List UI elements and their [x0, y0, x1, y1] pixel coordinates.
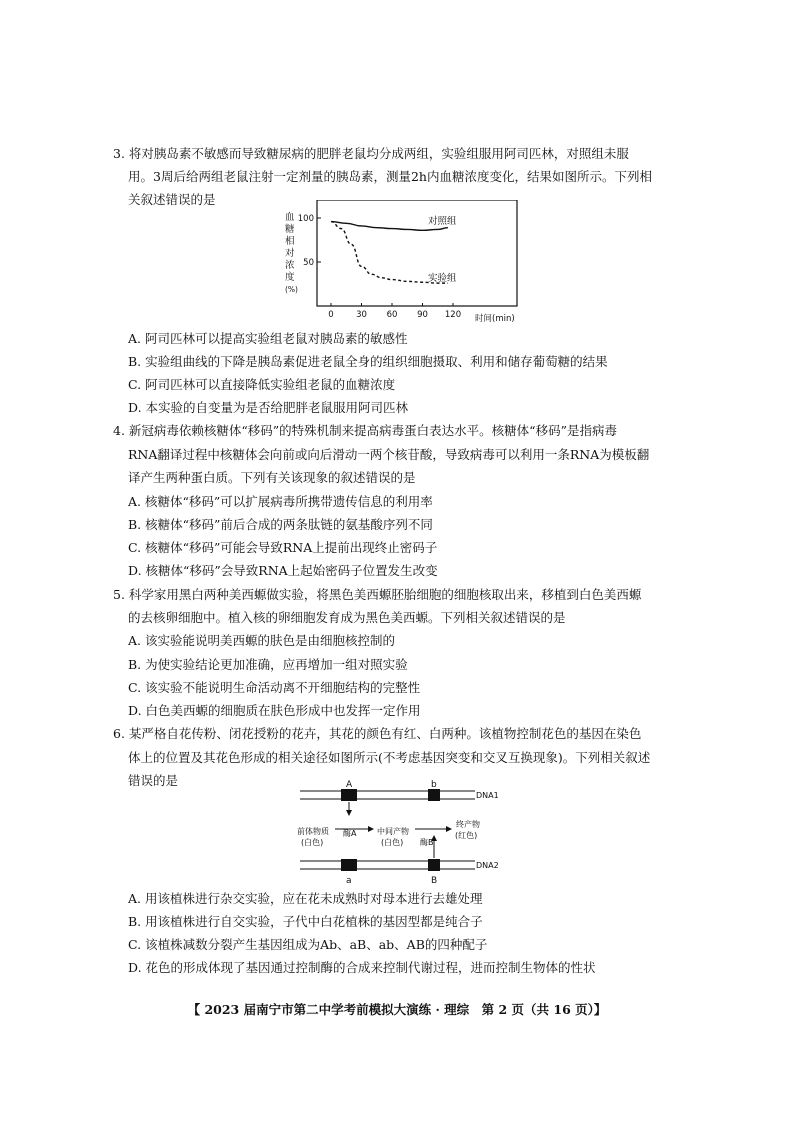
q4-stem-line-3: 译产生两种蛋白质。下列有关该现象的叙述错误的是 [128, 470, 416, 485]
q3-stem-line-2: 用。3周后给两组老鼠注射一定剂量的胰岛素，测量2h内血糖浓度变化，结果如图所示。下列相 [128, 169, 652, 184]
chart-ytick-label: 100 [297, 214, 314, 224]
chart-ytick-label: 50 [303, 258, 314, 268]
q5-option-c: C. 该实验不能说明生命活动离不开细胞结构的完整性 [128, 680, 421, 695]
legend-control-label: 对照组 [428, 216, 457, 227]
chart-frame [317, 200, 517, 306]
gene-a-label: A [346, 780, 353, 790]
q6-stem-line-1: 6. 某严格自花传粉、闭花授粉的花卉，其花的颜色有红、白两种。该植物控制花色的基因在染色 [113, 726, 642, 741]
product-color: (红色) [455, 831, 478, 840]
q4-stem-line-1: 4. 新冠病毒依赖核糖体“移码”的特殊机制来提高病毒蛋白表达水平。核糖体“移码”是指病毒 [113, 423, 617, 438]
q6-option-b: B. 用该植株进行自交实验，子代中白花植株的基因型都是纯合子 [128, 914, 483, 929]
page-footer: 【 2023 届南宁市第二中学考前模拟大演练 · 理综 第 2 页（共 16 页）】 [187, 1002, 607, 1017]
enzyme-a-label: 酶A [343, 829, 357, 838]
chart-ylabel-char: 度 [285, 272, 295, 283]
chart-xtick-label: 30 [356, 310, 367, 320]
q4-option-d: D. 核糖体“移码”会导致RNA上起始密码子位置发生改变 [128, 563, 438, 578]
gene-b-label: b [431, 780, 437, 790]
q4-stem-line-2: RNA翻译过程中核糖体会向前或向后滑动一两个核苷酸，导致病毒可以利用一条RNA为模板翻 [128, 447, 650, 462]
chart-ylabel [285, 212, 298, 294]
gene-upper-b-block [428, 859, 440, 871]
q3-option-d: D. 本实验的自变量为是否给肥胖老鼠服用阿司匹林 [128, 400, 409, 415]
q3-stem-line-3: 关叙述错误的是 [128, 192, 216, 207]
q5-option-d: D. 白色美西螈的细胞质在肤色形成中也发挥一定作用 [128, 703, 421, 718]
chart-ylabel-char: 血 [285, 212, 295, 223]
chart-ylabel-char: (%) [285, 285, 298, 294]
precursor-label: 前体物质 [297, 827, 329, 836]
chart-ylabel-char: 相 [285, 236, 295, 247]
precursor-color: (白色) [301, 838, 324, 847]
q3-option-b: B. 实验组曲线的下降是胰岛素促进老鼠全身的组织细胞摄取、利用和储存葡萄糖的结果 [128, 354, 608, 369]
gene-a-block [341, 789, 357, 801]
q4-option-c: C. 核糖体“移码”可能会导致RNA上提前出现终止密码子 [128, 540, 438, 555]
q3-stem-line-1: 3. 将对胰岛素不敏感而导致糖尿病的肥胖老鼠均分成两组，实验组服用阿司匹林，对照组未服 [113, 146, 629, 161]
q5-stem-line-1: 5. 科学家用黑白两种美西螈做实验，将黑色美西螈胚胎细胞的细胞核取出来，移植到白色美西螈 [113, 587, 642, 602]
q4-option-b: B. 核糖体“移码”前后合成的两条肽链的氨基酸序列不同 [128, 517, 433, 532]
gene-lower-a-label: a [346, 876, 352, 886]
dna2-label: DNA2 [476, 861, 499, 870]
blood-glucose-chart [275, 200, 520, 326]
gene-b-block [428, 789, 440, 801]
q6-option-c: C. 该植株减数分裂产生基因组成为Ab、aB、ab、AB的四种配子 [128, 937, 488, 952]
chart-xtick-label: 60 [386, 310, 398, 320]
q6-stem-line-3: 错误的是 [128, 773, 179, 788]
q6-option-d: D. 花色的形成体现了基因通过控制酶的合成来控制代谢过程，进而控制生物体的性状 [128, 960, 596, 975]
dna1-label: DNA1 [476, 791, 499, 800]
chart-ylabel-char: 浓 [285, 260, 295, 271]
q3-option-c: C. 阿司匹林可以直接降低实验组老鼠的血糖浓度 [128, 377, 396, 392]
intermediate-label: 中间产物 [377, 827, 409, 836]
q6-stem-line-2: 体上的位置及其花色形成的相关途径如图所示(不考虑基因突变和交叉互换现象)。下列相关叙述 [128, 750, 651, 765]
gene-pathway-diagram [295, 777, 515, 887]
q5-option-a: A. 该实验能说明美西螈的肤色是由细胞核控制的 [128, 633, 395, 648]
legend-experiment-label: 实验组 [428, 273, 457, 284]
chart-xlabel: 时间(min) [475, 314, 515, 324]
q6-option-a: A. 用该植株进行杂交实验，应在花未成熟时对母本进行去雄处理 [128, 891, 483, 906]
chart-xtick-label: 0 [328, 310, 334, 320]
q5-stem-line-2: 的去核卵细胞中。植入核的卵细胞发育成为黑色美西螈。下列相关叙述错误的是 [128, 610, 566, 625]
q4-option-a: A. 核糖体“移码”可以扩展病毒所携带遗传信息的利用率 [128, 494, 433, 509]
q3-option-a: A. 阿司匹林可以提高实验组老鼠对胰岛素的敏感性 [128, 331, 408, 346]
chart-xtick-label: 120 [444, 310, 462, 320]
product-label: 终产物 [456, 820, 480, 829]
q5-option-b: B. 为使实验结论更加准确，应再增加一组对照实验 [128, 657, 408, 672]
gene-lower-a-block [341, 859, 357, 871]
chart-ylabel-char: 对 [285, 248, 295, 259]
enzyme-b-label: 酶B [420, 838, 434, 847]
chart-ylabel-char: 糖 [285, 224, 295, 235]
gene-upper-b-label: B [431, 876, 438, 886]
chart-xtick-label: 90 [417, 310, 428, 320]
intermediate-color: (白色) [381, 838, 404, 847]
